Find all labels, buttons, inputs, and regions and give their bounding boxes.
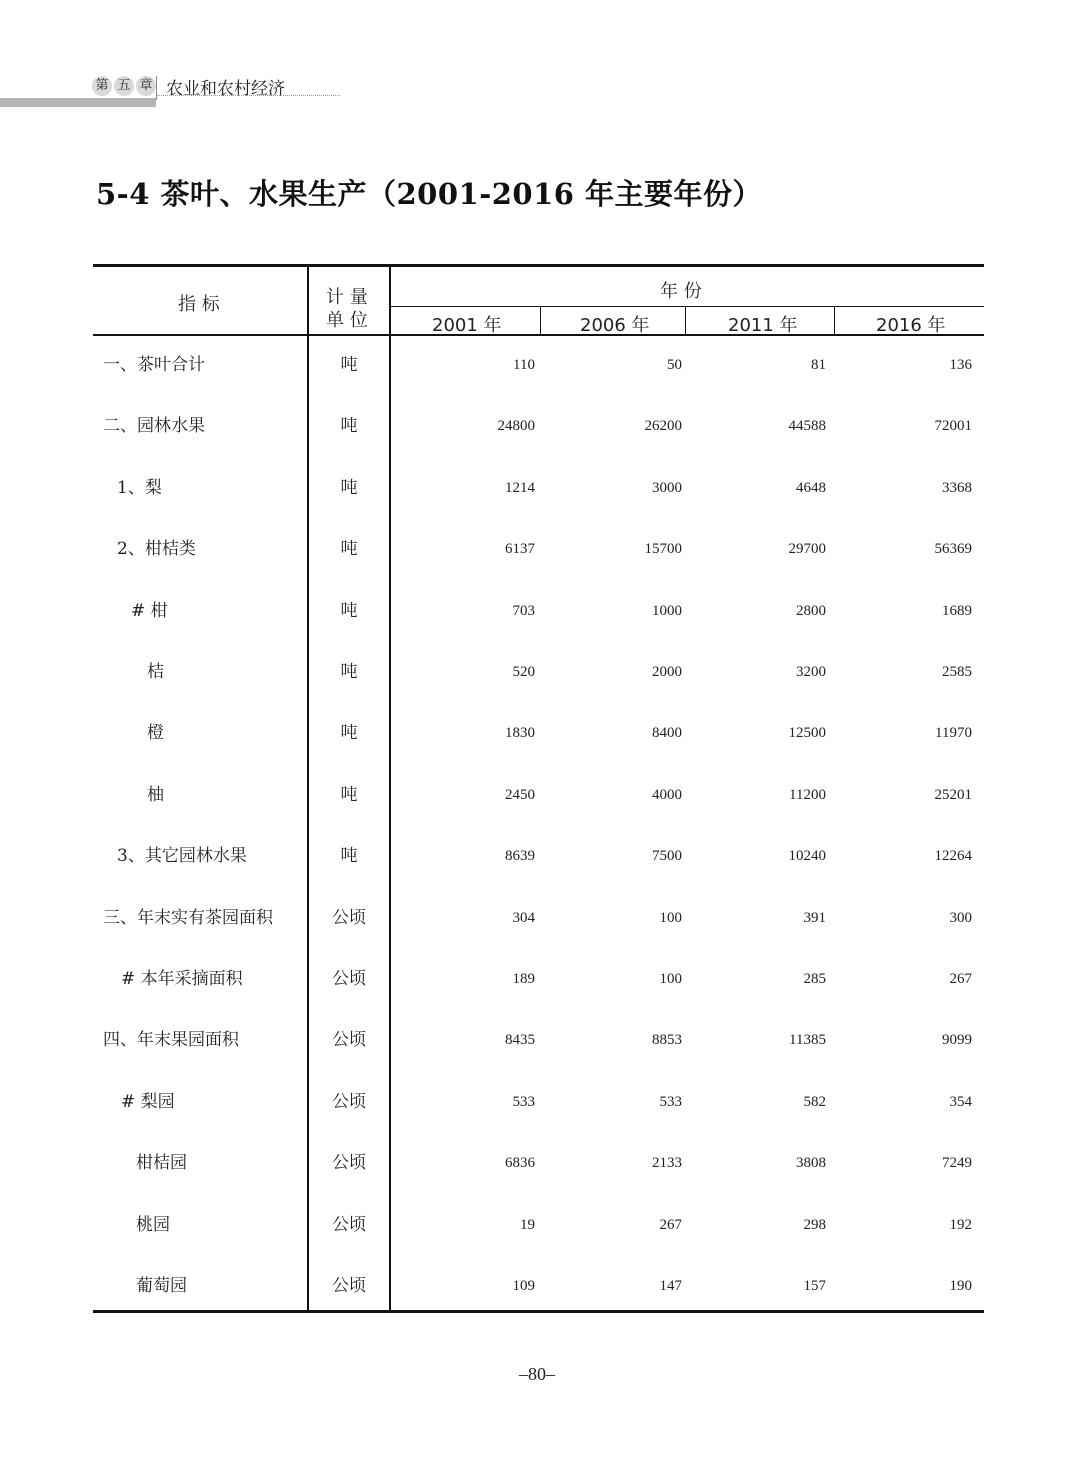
row-value: 81 bbox=[811, 357, 826, 373]
row-label: 1、梨 bbox=[117, 477, 162, 498]
row-value: 15700 bbox=[644, 541, 682, 558]
year-divider bbox=[540, 307, 541, 335]
chapter-char: 章 bbox=[136, 76, 156, 96]
row-value: 267 bbox=[659, 1216, 682, 1233]
row-value: 8853 bbox=[652, 1032, 682, 1049]
row-value: 109 bbox=[512, 1278, 535, 1294]
table-row bbox=[93, 903, 984, 933]
row-value: 1689 bbox=[942, 602, 972, 619]
row-value: 110 bbox=[513, 357, 535, 373]
row-value: 3000 bbox=[652, 479, 682, 496]
row-value: 190 bbox=[949, 1278, 972, 1294]
row-value: 24800 bbox=[497, 418, 535, 435]
row-unit: 公顷 bbox=[332, 907, 366, 928]
row-value: 533 bbox=[659, 1093, 682, 1110]
row-value: 1000 bbox=[652, 602, 682, 619]
header-bottom-rule bbox=[93, 334, 984, 336]
table-row bbox=[93, 1271, 984, 1301]
row-label: 三、年末实有茶园面积 bbox=[103, 907, 273, 928]
row-value: 11970 bbox=[935, 725, 972, 742]
header-year: 2016 年 bbox=[876, 315, 946, 336]
table-row bbox=[93, 1210, 984, 1240]
header-bar bbox=[0, 98, 156, 107]
row-unit: 公顷 bbox=[332, 969, 366, 989]
row-value: 533 bbox=[512, 1093, 535, 1110]
row-value: 8435 bbox=[505, 1032, 535, 1049]
table-row bbox=[93, 596, 984, 626]
row-value: 50 bbox=[667, 357, 682, 373]
header-year: 2011 年 bbox=[728, 315, 798, 336]
header-indicator: 指 标 bbox=[178, 294, 220, 315]
row-label: 2、柑桔类 bbox=[117, 539, 196, 560]
row-value: 44588 bbox=[788, 418, 826, 435]
row-value: 3368 bbox=[942, 479, 972, 496]
row-label: # 梨园 bbox=[121, 1091, 175, 1112]
row-value: 520 bbox=[512, 664, 535, 680]
row-unit: 公顷 bbox=[332, 1214, 366, 1235]
row-value: 1214 bbox=[505, 479, 535, 496]
row-value: 391 bbox=[803, 909, 826, 926]
row-unit: 吨 bbox=[340, 539, 358, 560]
header-unit-line1: 计 量 bbox=[326, 287, 368, 308]
chapter-char: 五 bbox=[114, 76, 134, 96]
header-years-group: 年 份 bbox=[660, 281, 702, 302]
year-divider bbox=[685, 307, 686, 335]
header-unit-line2: 单 位 bbox=[326, 310, 368, 331]
row-value: 7500 bbox=[652, 848, 682, 865]
row-value: 7249 bbox=[942, 1155, 972, 1172]
running-header bbox=[0, 70, 340, 110]
table-row bbox=[93, 1148, 984, 1178]
row-value: 2585 bbox=[942, 664, 972, 680]
row-value: 4000 bbox=[652, 786, 682, 803]
row-value: 3200 bbox=[796, 664, 826, 680]
row-unit: 公顷 bbox=[332, 1030, 366, 1051]
table-row bbox=[93, 964, 984, 994]
row-value: 6836 bbox=[505, 1155, 535, 1172]
row-label: 桔 bbox=[147, 662, 164, 682]
row-value: 10240 bbox=[788, 848, 826, 865]
header-year: 2001 年 bbox=[432, 315, 502, 336]
row-value: 8639 bbox=[505, 848, 535, 865]
row-value: 100 bbox=[659, 971, 682, 987]
row-value: 9099 bbox=[942, 1032, 972, 1049]
row-value: 12500 bbox=[788, 725, 826, 742]
row-value: 1830 bbox=[505, 725, 535, 742]
row-unit: 吨 bbox=[340, 723, 358, 744]
row-value: 2133 bbox=[652, 1155, 682, 1172]
row-value: 300 bbox=[949, 909, 972, 926]
row-value: 100 bbox=[659, 909, 682, 926]
row-value: 25201 bbox=[934, 786, 972, 803]
row-value: 26200 bbox=[644, 418, 682, 435]
row-value: 2000 bbox=[652, 664, 682, 680]
row-label: 柑桔园 bbox=[136, 1153, 187, 1174]
row-label: 葡萄园 bbox=[136, 1276, 187, 1296]
row-value: 192 bbox=[949, 1216, 972, 1233]
row-label: # 柑 bbox=[131, 600, 168, 621]
header-divider bbox=[156, 76, 157, 100]
row-value: 72001 bbox=[934, 418, 972, 435]
row-unit: 吨 bbox=[340, 477, 358, 498]
page-number: –80– bbox=[519, 1364, 555, 1384]
row-value: 582 bbox=[803, 1093, 826, 1110]
row-label: 柚 bbox=[147, 784, 164, 805]
row-value: 354 bbox=[949, 1093, 972, 1110]
row-value: 189 bbox=[512, 971, 535, 987]
row-value: 11200 bbox=[789, 786, 826, 803]
row-unit: 公顷 bbox=[332, 1091, 366, 1112]
row-unit: 吨 bbox=[340, 355, 358, 375]
year-divider bbox=[834, 307, 835, 335]
row-unit: 吨 bbox=[340, 600, 358, 621]
row-value: 8400 bbox=[652, 725, 682, 742]
row-value: 147 bbox=[659, 1278, 682, 1294]
row-label: 二、园林水果 bbox=[103, 416, 205, 437]
table-bottom-rule bbox=[93, 1310, 984, 1313]
row-value: 4648 bbox=[796, 479, 826, 496]
row-unit: 公顷 bbox=[332, 1153, 366, 1174]
row-value: 285 bbox=[803, 971, 826, 987]
row-label: 桃园 bbox=[136, 1214, 170, 1235]
chapter-char: 第 bbox=[92, 76, 112, 96]
row-value: 6137 bbox=[505, 541, 535, 558]
row-value: 136 bbox=[949, 357, 972, 373]
row-value: 56369 bbox=[934, 541, 972, 558]
years-rule bbox=[390, 306, 984, 307]
header-dotted-rule bbox=[156, 95, 340, 96]
chapter-badge bbox=[92, 76, 156, 96]
row-value: 267 bbox=[949, 971, 972, 987]
table-row bbox=[93, 473, 984, 503]
table-row bbox=[93, 657, 984, 687]
chapter-title: 农业和农村经济 bbox=[166, 79, 285, 99]
row-value: 11385 bbox=[789, 1032, 826, 1049]
row-label: 一、茶叶合计 bbox=[103, 355, 205, 375]
table-row bbox=[93, 780, 984, 810]
table-row bbox=[93, 1025, 984, 1055]
table-top-rule bbox=[93, 264, 984, 267]
row-unit: 吨 bbox=[340, 662, 358, 682]
table-row bbox=[93, 1087, 984, 1117]
row-label: # 本年采摘面积 bbox=[121, 969, 243, 989]
row-value: 157 bbox=[803, 1278, 826, 1294]
row-label: 橙 bbox=[147, 723, 164, 744]
row-unit: 吨 bbox=[340, 416, 358, 437]
row-value: 304 bbox=[512, 909, 535, 926]
table-title: 5-4 茶叶、水果生产（2001-2016 年主要年份） bbox=[96, 177, 763, 211]
row-unit: 吨 bbox=[340, 846, 358, 867]
row-value: 19 bbox=[520, 1216, 535, 1233]
row-value: 298 bbox=[803, 1216, 826, 1233]
row-value: 29700 bbox=[788, 541, 826, 558]
table-row bbox=[93, 718, 984, 748]
table-row bbox=[93, 841, 984, 871]
table-row bbox=[93, 350, 984, 380]
header-year: 2006 年 bbox=[580, 315, 650, 336]
table-row bbox=[93, 534, 984, 564]
row-label: 四、年末果园面积 bbox=[103, 1030, 239, 1051]
row-value: 703 bbox=[512, 602, 535, 619]
row-unit: 公顷 bbox=[332, 1276, 366, 1296]
row-value: 3808 bbox=[796, 1155, 826, 1172]
row-label: 3、其它园林水果 bbox=[117, 846, 247, 867]
row-value: 2450 bbox=[505, 786, 535, 803]
row-value: 2800 bbox=[796, 602, 826, 619]
table-row bbox=[93, 411, 984, 441]
row-value: 12264 bbox=[934, 848, 972, 865]
row-unit: 吨 bbox=[340, 784, 358, 805]
